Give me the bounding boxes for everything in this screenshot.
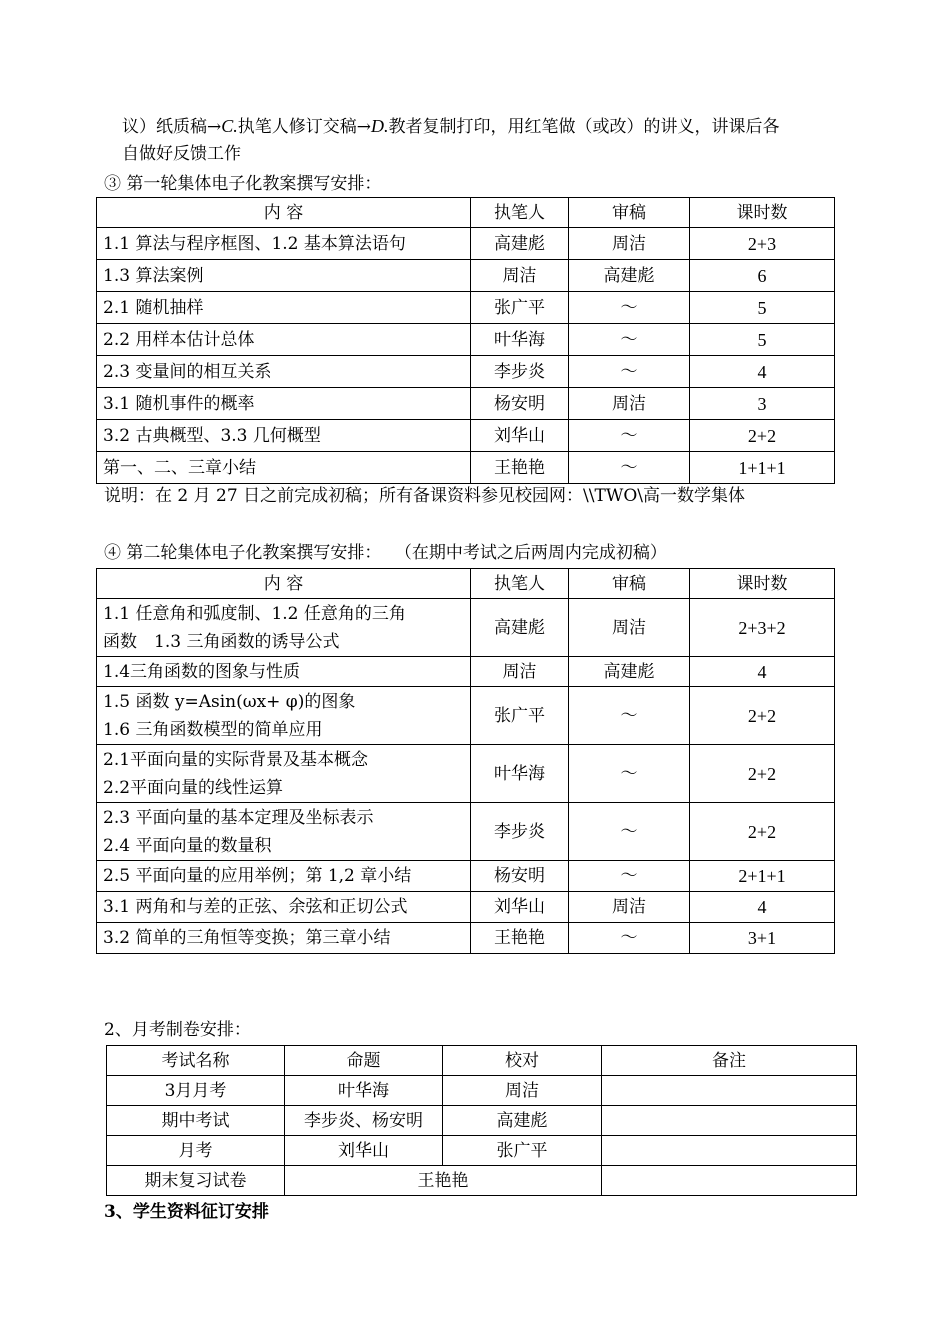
intro-line-1: 议）纸质稿→C.执笔人修订交稿→D.教者复制打印，用红笔做（或改）的讲义，讲课后各 <box>122 116 780 137</box>
table-row: 2.5 平面向量的应用举例；第 1,2 章小结 杨安明 ～ 2+1+1 <box>97 861 835 892</box>
table-row: 1.3 算法案例 周洁 高建彪 6 <box>97 260 835 292</box>
header-reviewer: 审稿 <box>569 569 690 599</box>
section4-table <box>96 568 835 954</box>
table-row: 2.1平面向量的实际背景及基本概念 2.2平面向量的线性运算 叶华海 ～ 2+2 <box>97 745 835 803</box>
header-content: 内 容 <box>97 569 471 599</box>
table-row: 2.1 随机抽样 张广平 ～ 5 <box>97 292 835 324</box>
table-row: 月考 刘华山 张广平 <box>107 1136 857 1166</box>
table-row: 1.4三角函数的图象与性质 周洁 高建彪 4 <box>97 657 835 687</box>
section3-table <box>96 197 835 484</box>
table-row: 2.3 平面向量的基本定理及坐标表示 2.4 平面向量的数量积 李步炎 ～ 2+2 <box>97 803 835 861</box>
table-row: 1.1 算法与程序框图、1.2 基本算法语句 高建彪 周洁 2+3 <box>97 228 835 260</box>
table-header-row <box>107 1046 857 1076</box>
header-reviewer: 审稿 <box>569 198 690 228</box>
table-row: 3.1 随机事件的概率 杨安明 周洁 3 <box>97 388 835 420</box>
student-materials-heading: 3、学生资料征订安排 <box>104 1202 269 1222</box>
table-row: 第一、二、三章小结 王艳艳 ～ 1+1+1 <box>97 452 835 484</box>
table-row: 2.2 用样本估计总体 叶华海 ～ 5 <box>97 324 835 356</box>
header-note: 备注 <box>602 1046 857 1076</box>
section4-heading: ④ 第二轮集体电子化教案撰写安排： （在期中考试之后两周内完成初稿） <box>104 543 667 563</box>
intro-line-2: 自做好反馈工作 <box>122 144 241 164</box>
header-hours: 课时数 <box>690 198 835 228</box>
header-exam-name: 考试名称 <box>107 1046 285 1076</box>
table-row: 期末复习试卷 王艳艳 <box>107 1166 857 1196</box>
table-row: 1.5 函数 y=Asin(ωx+ φ)的图象 1.6 三角函数模型的简单应用 张广平 ～ 2+2 <box>97 687 835 745</box>
header-content: 内 容 <box>97 198 471 228</box>
header-author: 执笔人 <box>471 569 569 599</box>
section3-note: 说明：在 2 月 27 日之前完成初稿；所有备课资料参见校园网：\\TWO\高一数学集体 <box>104 486 745 506</box>
table-row: 3.1 两角和与差的正弦、余弦和正切公式 刘华山 周洁 4 <box>97 892 835 923</box>
exam-table <box>106 1045 857 1196</box>
table-row: 3月月考 叶华海 周洁 <box>107 1076 857 1106</box>
table-row: 1.1 任意角和弧度制、1.2 任意角的三角 函数 1.3 三角函数的诱导公式 高建彪 周洁 2+3+2 <box>97 599 835 657</box>
section3-heading: ③ 第一轮集体电子化教案撰写安排： <box>104 174 382 194</box>
table-header-row <box>97 198 835 228</box>
header-hours: 课时数 <box>690 569 835 599</box>
header-author: 执笔人 <box>471 198 569 228</box>
exam-heading: 2、月考制卷安排： <box>104 1020 251 1040</box>
table-row: 2.3 变量间的相互关系 李步炎 ～ 4 <box>97 356 835 388</box>
table-row: 3.2 简单的三角恒等变换；第三章小结 王艳艳 ～ 3+1 <box>97 923 835 954</box>
table-row: 期中考试 李步炎、杨安明 高建彪 <box>107 1106 857 1136</box>
table-row: 3.2 古典概型、3.3 几何概型 刘华山 ～ 2+2 <box>97 420 835 452</box>
header-setter: 命题 <box>285 1046 443 1076</box>
header-checker: 校对 <box>443 1046 602 1076</box>
table-header-row <box>97 569 835 599</box>
